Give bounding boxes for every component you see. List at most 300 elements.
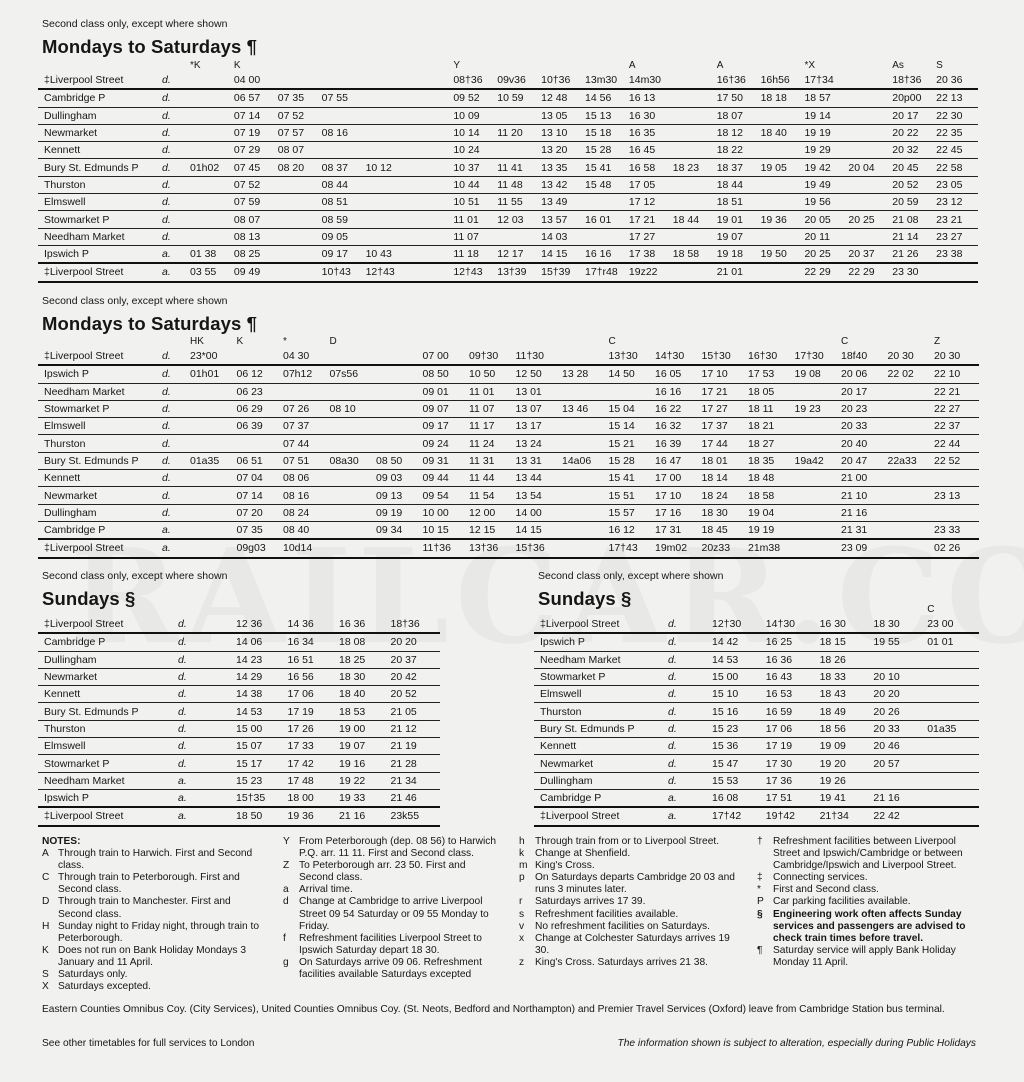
train-time: 09g03 [235,539,282,557]
train-time: 17 48 [286,772,338,789]
train-time: 20 47 [839,452,886,469]
train-time: 13 35 [539,159,583,176]
train-time: 18†36 [890,72,934,89]
train-time: 19 20 [818,755,872,772]
train-time [407,89,451,107]
train-time: 23 05 [934,176,978,193]
train-time [407,107,451,124]
train-time: 19z22 [627,263,671,281]
note-item [42,981,264,993]
train-time: 14a06 [560,452,607,469]
note-key: p [519,872,525,884]
train-time: 07 26 [281,400,328,417]
train-time [925,668,979,685]
train-time: 17 37 [700,418,747,435]
train-time [276,228,320,245]
train-time: 19 49 [802,176,846,193]
train-time [364,124,408,141]
station-row [38,194,978,211]
train-time: 18 00 [286,789,338,807]
note-text: Car parking facilities available. [773,896,911,908]
train-time: 15 00 [234,720,286,737]
train-time: 18 33 [818,668,872,685]
service-codes-row [38,58,978,72]
train-time [932,504,979,521]
train-time: 20z33 [700,539,747,557]
train-time: 19 00 [337,720,389,737]
arrive-depart-marker: d. [666,616,710,633]
train-time: 21 08 [890,211,934,228]
train-time: 08 16 [320,124,364,141]
arrive-depart-marker: a. [666,807,710,825]
train-time [328,487,375,504]
train-time: 14†30 [764,616,818,633]
station-row [38,521,979,539]
station-row [38,633,440,651]
train-time [925,755,979,772]
train-time [374,539,421,557]
train-time: 08 44 [320,176,364,193]
train-time: 20 04 [846,159,890,176]
note-item [757,896,975,908]
train-time: 22 42 [871,807,925,825]
train-time: 19m02 [653,539,700,557]
train-time [846,107,890,124]
train-time: 13 57 [539,211,583,228]
train-time [407,142,451,159]
train-time [328,383,375,400]
train-time: 10 59 [495,89,539,107]
notes-heading: NOTES: [42,836,81,847]
train-time: 13 01 [514,383,561,400]
service-code: Y [453,59,461,71]
train-time [188,124,232,141]
train-time: 17 30 [764,755,818,772]
note-text: Through train to Harwich. First and Second class. [58,848,253,872]
note-text: Through train from or to Liverpool Street. [535,836,720,847]
train-time: 07 52 [232,176,276,193]
note-text: Change at Cambridge to arrive Liverpool Street 09 54 Saturday or 09 55 Monday to Friday. [299,896,489,932]
note-item [519,921,739,933]
train-time [235,435,282,452]
station-row [38,616,440,633]
train-time: 17 53 [746,365,793,383]
arrive-depart-marker: d. [160,124,188,141]
station-name: Stowmarket P [38,400,160,417]
train-time: 20 30 [932,348,979,365]
note-item [519,836,739,848]
service-code: HK [190,335,204,347]
train-time [188,504,235,521]
train-time: 04 30 [281,348,328,365]
train-time [188,418,235,435]
train-time: 12 03 [495,211,539,228]
train-time [276,176,320,193]
train-time: 14 03 [539,228,583,245]
note-key: r [519,896,523,908]
station-row [38,772,440,789]
train-time: 16†30 [746,348,793,365]
train-time: 13 31 [514,452,561,469]
station-name: Ipswich P [38,245,160,263]
train-time: 16h56 [759,72,803,89]
train-time: 18 08 [337,633,389,651]
train-time: 16 58 [627,159,671,176]
train-time [328,521,375,539]
train-time: 20 22 [890,124,934,141]
train-time: 07 35 [276,89,320,107]
station-row [38,720,440,737]
train-time: 17†30 [793,348,840,365]
station-row [534,651,979,668]
train-time: 16 30 [818,616,872,633]
arrive-depart-marker: d. [176,720,234,737]
service-code: As [892,59,904,71]
station-name: Needham Market [38,228,160,245]
note-item [757,872,975,884]
train-time [793,470,840,487]
station-name: Newmarket [38,668,176,685]
train-time: 21 19 [389,738,441,755]
train-time: 19 22 [337,772,389,789]
train-time: 20 32 [890,142,934,159]
notes-col-4 [757,836,975,969]
train-time: 09 44 [421,470,468,487]
train-time: 20 42 [389,668,441,685]
train-time: 06 57 [232,89,276,107]
train-time: 18 21 [746,418,793,435]
train-time: 08a30 [328,452,375,469]
train-time: 19 14 [802,107,846,124]
train-time: 11 44 [467,470,514,487]
train-time: 15 18 [583,124,627,141]
train-time: 19 04 [746,504,793,521]
note-key: v [519,920,525,932]
train-time: 19 56 [802,194,846,211]
train-time: 16 36 [337,616,389,633]
train-time: 14 15 [514,521,561,539]
train-time: 18 49 [818,703,872,720]
note-item [283,860,499,884]
note-key: ‡ [757,872,763,884]
train-time: 17 42 [286,755,338,772]
station-name: Ipswich P [534,633,666,651]
arrive-depart-marker: d. [176,616,234,633]
train-time: 20 40 [839,435,886,452]
train-time: 21 46 [389,789,441,807]
train-time: 07 44 [281,435,328,452]
train-time [320,142,364,159]
train-time: 19 23 [793,400,840,417]
train-time [934,263,978,281]
arrive-depart-marker: d. [160,159,188,176]
station-row [38,487,979,504]
station-row [534,686,979,703]
service-code: C [608,335,616,347]
train-time: 16 34 [286,633,338,651]
train-time: 20 20 [389,633,441,651]
train-time: 10†43 [320,263,364,281]
note-key: Y [283,836,290,847]
train-time: 20 59 [890,194,934,211]
train-time: 19 09 [818,738,872,755]
train-time: 15 47 [710,755,764,772]
station-row [38,807,440,825]
note-text: Change at Shenfield. [535,848,631,860]
train-time: 15 04 [607,400,654,417]
train-time [328,539,375,557]
train-time: 12†43 [451,263,495,281]
train-time: 20 20 [871,686,925,703]
train-time: 10 37 [451,159,495,176]
station-row [38,789,440,807]
train-time: 07 59 [232,194,276,211]
arrive-depart-marker: a. [176,789,234,807]
train-time: 11†30 [514,348,561,365]
train-time: 15 41 [583,159,627,176]
note-item [283,896,499,932]
note-key: H [42,920,50,932]
note-text: Engineering work often affects Sunday services and passengers are advised to check train times before travel. [773,908,966,944]
train-time: 01 38 [188,245,232,263]
train-time: 11†36 [421,539,468,557]
train-time [188,194,232,211]
train-time: 18 01 [700,452,747,469]
arrive-depart-marker: a. [160,263,188,281]
disclaimer: The information shown is subject to alteration, especially during Public Holidays [617,1038,976,1049]
train-time [407,228,451,245]
train-time: 15 10 [710,686,764,703]
note-item [519,860,739,872]
train-time [671,107,715,124]
train-time: 23 38 [934,245,978,263]
train-time [364,176,408,193]
train-time: 18 12 [715,124,759,141]
station-row [38,72,978,89]
train-time: 19 18 [715,245,759,263]
station-name: Kennett [38,686,176,703]
station-name: Needham Market [38,772,176,789]
train-time: 20 52 [890,176,934,193]
note-key: § [757,908,763,920]
train-time: 12 00 [467,504,514,521]
station-row [38,703,440,720]
train-time: 17 12 [627,194,671,211]
train-time [886,487,933,504]
train-time: 18 25 [337,651,389,668]
train-time: 16 39 [653,435,700,452]
station-name: ‡Liverpool Street [38,539,160,557]
train-time: 11 24 [467,435,514,452]
train-time [235,348,282,365]
train-time: 10d14 [281,539,328,557]
service-code: K [236,335,244,347]
service-code: *X [804,59,816,71]
station-name: Bury St. Edmunds P [38,703,176,720]
train-time: 13 05 [539,107,583,124]
train-time: 15†30 [700,348,747,365]
service-code: K [233,59,241,71]
train-time: 19 08 [793,365,840,383]
train-time: 16 12 [607,521,654,539]
train-time: 21 16 [871,789,925,807]
station-name: Kennett [534,738,666,755]
train-time: 17 06 [764,720,818,737]
train-time: 22 30 [934,107,978,124]
train-time: 02 26 [932,539,979,557]
train-time: 22 58 [934,159,978,176]
station-name: Kennett [38,142,160,159]
station-row [38,755,440,772]
arrive-depart-marker: a. [160,245,188,263]
train-time [560,348,607,365]
train-time [925,651,979,668]
train-time: 23 30 [890,263,934,281]
train-time [793,539,840,557]
station-name: Bury St. Edmunds P [38,159,160,176]
train-time: 11 17 [467,418,514,435]
train-time: 18 57 [802,89,846,107]
train-time [407,245,451,263]
note-item [283,957,499,981]
train-time: 20p00 [890,89,934,107]
note-key: † [757,836,763,847]
train-time: 21 16 [337,807,389,825]
train-time: 17 16 [653,504,700,521]
station-row [38,142,978,159]
train-time: 18 44 [671,211,715,228]
note-item [519,848,739,860]
train-time: 10 09 [451,107,495,124]
note-text: Refreshment facilities available. [535,908,679,920]
station-row [38,89,978,107]
train-time: 20 26 [871,703,925,720]
train-time: 20 17 [839,383,886,400]
train-time: 22 21 [932,383,979,400]
train-time: 04 00 [232,72,276,89]
service-code: A [716,59,724,71]
train-time [407,176,451,193]
arrive-depart-marker: a. [176,772,234,789]
note-item [283,933,499,957]
train-time [188,176,232,193]
train-time [932,470,979,487]
train-time [871,651,925,668]
train-time: 09 52 [451,89,495,107]
train-time [374,383,421,400]
train-time [846,72,890,89]
train-time [871,772,925,789]
train-time: 14 42 [710,633,764,651]
train-time: 09 01 [421,383,468,400]
train-time: 17 26 [286,720,338,737]
train-time: 21 34 [389,772,441,789]
train-time: 17 51 [764,789,818,807]
train-time: 07 35 [235,521,282,539]
train-time: 20 11 [802,228,846,245]
note-text: Saturdays only. [58,969,128,981]
train-time: 09 07 [421,400,468,417]
arrive-depart-marker: d. [160,504,188,521]
train-time: 18 56 [818,720,872,737]
note-item [42,969,264,981]
arrive-depart-marker: d. [160,107,188,124]
train-time [846,176,890,193]
train-time: 21 26 [890,245,934,263]
train-time: 09 05 [320,228,364,245]
station-name: Dullingham [38,504,160,521]
train-time: 19 36 [759,211,803,228]
train-time: 18f40 [839,348,886,365]
train-time: 07 00 [421,348,468,365]
train-time: 07 29 [232,142,276,159]
train-time: 18 14 [700,470,747,487]
note-text: Sunday night to Friday night, through train to Peterborough. [58,920,260,944]
station-row [38,435,979,452]
train-time: 21m38 [746,539,793,557]
bus-information: Eastern Counties Omnibus Coy. (City Services), United Counties Omnibus Coy. (St. Neots, Bedford and Northampton) and Premier Travel Services (Oxford) leave from Cambridge Station bus terminal. [42,1004,945,1015]
train-time: 14 06 [234,633,286,651]
train-time [671,124,715,141]
train-time: 11 18 [451,245,495,263]
train-time: 11 54 [467,487,514,504]
train-time: 21 00 [839,470,886,487]
notes-col-1 [42,836,264,993]
train-time [374,435,421,452]
train-time: 06 12 [235,365,282,383]
train-time: 23 12 [934,194,978,211]
station-row [38,365,979,383]
arrive-depart-marker: d. [160,452,188,469]
station-name: Dullingham [38,107,160,124]
note-key: Z [283,860,290,872]
train-time: 10 12 [364,159,408,176]
note-item [42,872,264,896]
station-row [38,176,978,193]
note-item [757,909,975,945]
train-time [560,539,607,557]
note-text: Connecting services. [773,872,868,884]
train-time [925,703,979,720]
train-time: 08 10 [328,400,375,417]
arrive-depart-marker: a. [160,521,188,539]
train-time [925,807,979,825]
train-time [560,418,607,435]
note-key: h [519,836,525,847]
train-time: 19 19 [802,124,846,141]
train-time [886,383,933,400]
station-name: Elmswell [38,418,160,435]
train-time [846,228,890,245]
train-time: 09 03 [374,470,421,487]
note-text: Refreshment facilities Liverpool Street to Ipswich Saturday depart 18 30. [299,932,482,956]
note-key: f [283,932,286,944]
arrive-depart-marker: a. [666,789,710,807]
note-text: King's Cross. [535,860,595,872]
table4-title: Sundays § [538,588,632,609]
train-time: 21 05 [389,703,441,720]
train-time: 17 00 [653,470,700,487]
train-time: 12†30 [710,616,764,633]
station-row [534,755,979,772]
arrive-depart-marker: d. [666,633,710,651]
arrive-depart-marker: d. [160,470,188,487]
train-time: 18 48 [746,470,793,487]
train-time: 16 16 [583,245,627,263]
train-time [759,228,803,245]
note-text: Refreshment facilities between Liverpool Street and Ipswich/Cambridge or between Cambridge/Ipswich and Liverpool Street. [773,836,963,872]
arrive-depart-marker: d. [160,418,188,435]
